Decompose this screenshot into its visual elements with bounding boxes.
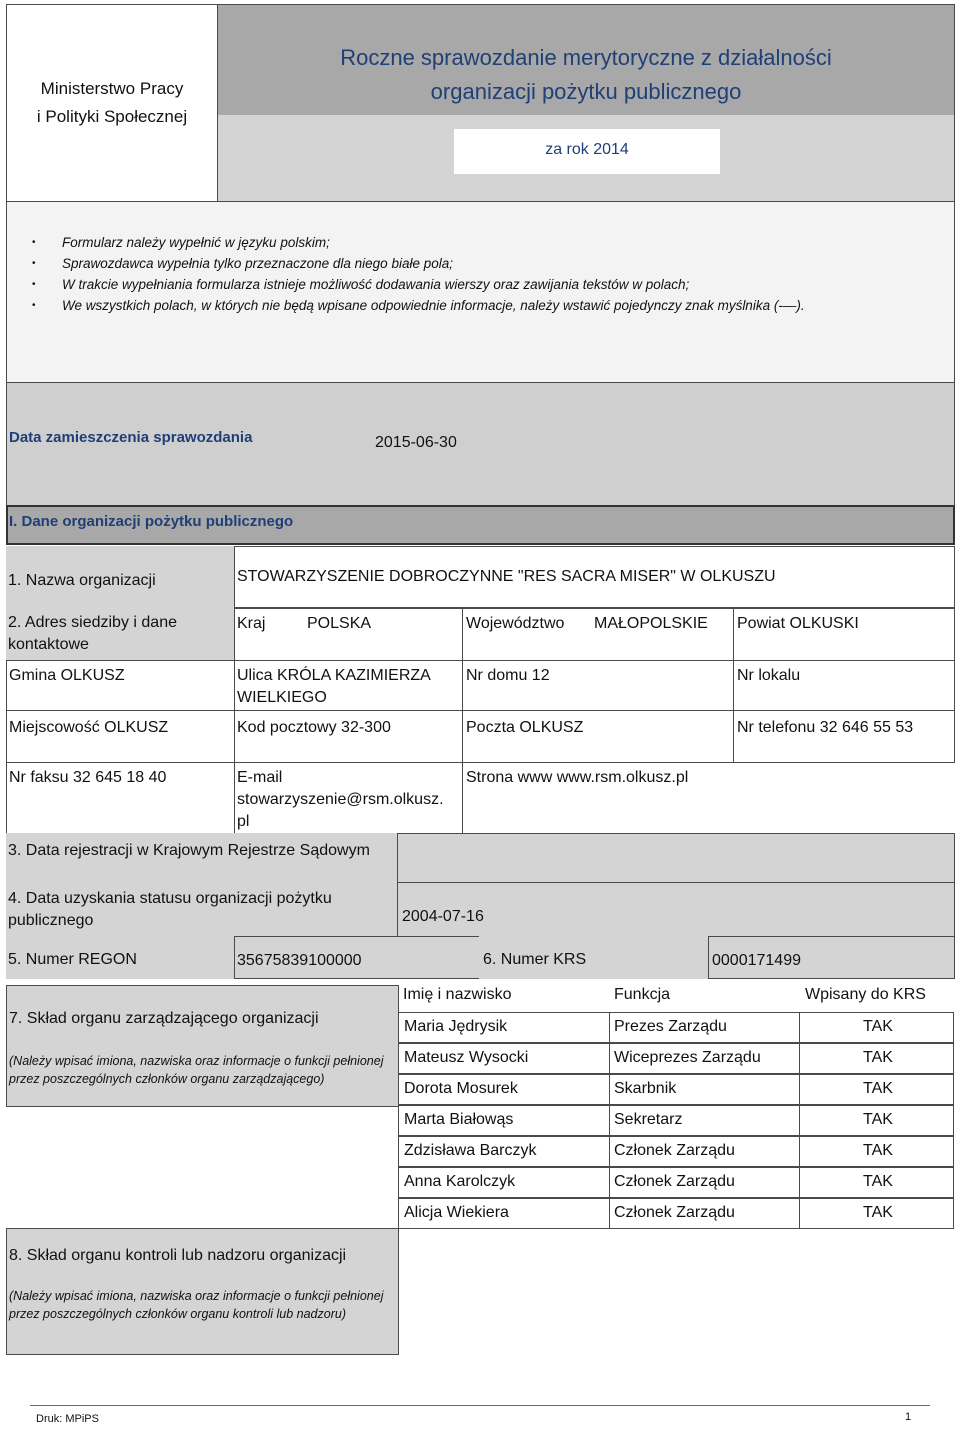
member-krs: TAK — [863, 1018, 893, 1035]
report-title-line2: organizacji pożytku publicznego — [430, 79, 742, 104]
ulica-value: Ulica KRÓLA KAZIMIERZA WIELKIEGO — [237, 667, 430, 706]
kraj-field[interactable] — [234, 608, 463, 661]
krs-label: 6. Numer KRS — [483, 951, 587, 968]
ministry-box — [6, 4, 218, 202]
instruction-item: • We wszystkich polach, w których nie będą wpisane odpowiednie informacje, należy wstawić pojedynczy znak myślnika (-—). — [32, 295, 805, 316]
table-row[interactable] — [398, 1136, 954, 1167]
www-field[interactable] — [462, 762, 955, 834]
status-field[interactable] — [397, 882, 955, 937]
regon-label-box — [6, 936, 235, 979]
member-function: Sekretarz — [610, 1105, 800, 1136]
kraj-value: POLSKA — [307, 615, 372, 632]
name-field[interactable] — [234, 546, 955, 608]
wojewodztwo-value: MAŁOPOLSKIE — [594, 615, 708, 632]
krs-reg-label-box — [6, 833, 398, 883]
board-label-box — [6, 985, 399, 1107]
krs-reg-label: 3. Data rejestracji w Krajowym Rejestrze Sądowym — [8, 842, 370, 859]
wojewodztwo-label: Województwo — [466, 615, 565, 632]
krs-label-box — [479, 936, 709, 979]
address-label-box — [6, 608, 235, 661]
member-name: Zdzisława Barczyk — [398, 1136, 610, 1167]
gmina-field[interactable] — [6, 660, 235, 711]
email-label: E-mail — [237, 769, 283, 786]
member-name: Alicja Wiekiera — [398, 1198, 610, 1229]
ministry-line1: Ministerstwo Pracy — [40, 79, 184, 98]
powiat-field[interactable] — [733, 608, 955, 661]
telefon-field[interactable] — [733, 710, 955, 763]
instruction-item: • Formularz należy wypełnić w języku polskim; — [32, 232, 805, 253]
table-row[interactable] — [398, 1012, 954, 1043]
section1-title: I. Dane organizacji pożytku publicznego — [9, 513, 294, 530]
member-krs: TAK — [863, 1049, 893, 1066]
member-function: Prezes Zarządu — [610, 1012, 800, 1043]
faks-field[interactable] — [6, 762, 235, 834]
member-krs: TAK — [863, 1204, 893, 1221]
table-row[interactable] — [398, 1074, 954, 1105]
nr-domu-value: Nr domu 12 — [466, 667, 550, 684]
poczta-value: Poczta OLKUSZ — [466, 719, 584, 736]
member-krs-cell — [800, 1012, 954, 1043]
member-krs-cell — [800, 1136, 954, 1167]
name-value: STOWARZYSZENIE DOBROCZYNNE "RES SACRA MISER" W OLKUSZU — [237, 568, 776, 585]
regon-field[interactable] — [234, 936, 480, 979]
telefon-value: Nr telefonu 32 646 55 53 — [737, 719, 914, 736]
nr-domu-field[interactable] — [462, 660, 734, 711]
regon-value: 35675839100000 — [237, 952, 362, 969]
kod-field[interactable] — [234, 710, 463, 763]
member-name: Marta Białowąs — [398, 1105, 610, 1136]
kraj-label: Kraj — [237, 615, 266, 632]
poczta-field[interactable] — [462, 710, 734, 763]
section1-title-box — [6, 505, 955, 545]
table-row[interactable] — [398, 1043, 954, 1074]
member-name: Anna Karolczyk — [398, 1167, 610, 1198]
ministry-line2: i Polityki Społecznej — [36, 107, 188, 126]
status-value: 2004-07-16 — [402, 908, 484, 925]
member-function: Skarbnik — [610, 1074, 800, 1105]
krs-reg-field[interactable] — [397, 833, 955, 883]
powiat-value: Powiat OLKUSKI — [737, 615, 859, 632]
footer-print: Druk: MPiPS — [36, 1413, 99, 1425]
email-field[interactable] — [234, 762, 463, 834]
board-col-name: Imię i nazwisko — [403, 986, 512, 1003]
member-name: Dorota Mosurek — [398, 1074, 610, 1105]
faks-value: Nr faksu 32 645 18 40 — [9, 769, 167, 786]
board-label: 7. Skład organu zarządzającego organizacji — [9, 1010, 319, 1027]
member-name: Maria Jędrysik — [398, 1012, 610, 1043]
board-col-function: Funkcja — [614, 986, 671, 1003]
name-label: 1. Nazwa organizacji — [8, 572, 156, 589]
report-title-line1: Roczne sprawozdanie merytoryczne z działalności — [340, 45, 832, 70]
publication-box — [6, 382, 955, 506]
board-note: (Należy wpisać imiona, nazwiska oraz informacje o funkcji pełnionej przez poszczególnych członków organu zarządzającego) — [9, 1054, 384, 1086]
gmina-value: Gmina OLKUSZ — [9, 667, 125, 684]
member-krs: TAK — [863, 1173, 893, 1190]
table-row[interactable] — [398, 1198, 954, 1229]
instruction-item: • W trakcie wypełniania formularza istnieje możliwość dodawania wierszy oraz zawijania tekstów w polach; — [32, 274, 805, 295]
member-krs-cell — [800, 1105, 954, 1136]
name-label-box — [6, 546, 235, 608]
control-note: (Należy wpisać imiona, nazwiska oraz informacje o funkcji pełnionej przez poszczególnych członków organu kontroli lub nadzoru) — [9, 1289, 384, 1321]
control-label: 8. Skład organu kontroli lub nadzoru organizacji — [9, 1247, 347, 1264]
publication-label: Data zamieszczenia sprawozdania — [9, 429, 253, 446]
krs-field[interactable] — [708, 936, 955, 979]
member-name: Mateusz Wysocki — [398, 1043, 610, 1074]
member-krs-cell — [800, 1043, 954, 1074]
member-function: Wiceprezes Zarządu — [610, 1043, 800, 1074]
board-col-krs — [800, 981, 954, 1012]
www-value: Strona www www.rsm.olkusz.pl — [466, 769, 689, 786]
ulica-field[interactable] — [234, 660, 463, 711]
instructions-list — [32, 232, 805, 316]
kod-value: Kod pocztowy 32-300 — [237, 719, 391, 736]
status-label-line1: 4. Data uzyskania statusu organizacji pożytku — [8, 890, 332, 907]
address-label: 2. Adres siedziby i dane kontaktowe — [8, 614, 177, 653]
email-value-line2: pl — [237, 813, 250, 830]
year-label: za rok 2014 — [545, 141, 629, 158]
publication-date[interactable]: 2015-06-30 — [375, 434, 457, 451]
table-row[interactable] — [398, 1167, 954, 1198]
title-box — [217, 4, 955, 202]
krs-value: 0000171499 — [712, 952, 801, 969]
status-label-box — [6, 882, 398, 937]
miejscowosc-field[interactable] — [6, 710, 235, 763]
instruction-item: • Sprawozdawca wypełnia tylko przeznaczone dla niego białe pola; — [32, 253, 805, 274]
member-krs: TAK — [863, 1080, 893, 1097]
member-krs-cell — [800, 1198, 954, 1229]
member-krs-cell — [800, 1167, 954, 1198]
table-row[interactable] — [398, 1105, 954, 1136]
control-label-box — [6, 1228, 399, 1355]
board-col-krs-label: Wpisany do KRS — [805, 986, 926, 1003]
member-function: Członek Zarządu — [610, 1198, 800, 1229]
board-header-row — [398, 981, 954, 1012]
email-value-line1: stowarzyszenie@rsm.olkusz. — [237, 791, 444, 808]
member-krs: TAK — [863, 1142, 893, 1159]
nr-lokalu-value: Nr lokalu — [737, 667, 801, 684]
year-field[interactable] — [454, 129, 720, 174]
miejscowosc-value: Miejscowość OLKUSZ — [9, 719, 169, 736]
wojewodztwo-field[interactable] — [462, 608, 734, 661]
member-krs: TAK — [863, 1111, 893, 1128]
member-function: Członek Zarządu — [610, 1167, 800, 1198]
regon-label: 5. Numer REGON — [8, 951, 137, 968]
status-label-line2: publicznego — [8, 912, 94, 929]
footer-line — [30, 1405, 930, 1406]
nr-lokalu-field[interactable] — [733, 660, 955, 711]
footer-page-number: 1 — [905, 1411, 912, 1423]
member-function: Członek Zarządu — [610, 1136, 800, 1167]
member-krs-cell — [800, 1074, 954, 1105]
